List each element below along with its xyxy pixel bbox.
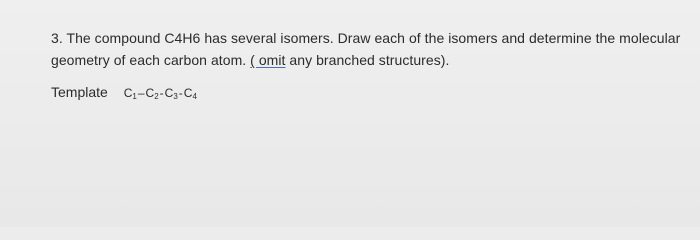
question-line-2-end: any branched structures). — [285, 52, 450, 68]
bond-2-3: - — [159, 86, 164, 100]
omit-underlined-text: ( omit — [250, 52, 286, 68]
question-line-2-start: geometry of each carbon atom. — [51, 52, 251, 68]
carbon-atom-1: $C_1$ — [123, 86, 137, 101]
template-row — [51, 82, 197, 107]
carbon-atom-2: $C_2$ — [145, 86, 159, 101]
carbon-atom-4: $C_4$ — [183, 86, 197, 101]
template-label: Template — [51, 84, 108, 100]
bond-3-4: - — [178, 86, 183, 100]
carbon-chain — [124, 83, 197, 107]
question-text — [51, 27, 691, 71]
carbon-atom-3: $C_3$ — [164, 86, 178, 101]
bond-1-2: – — [137, 86, 145, 100]
question-line-1: 3. The compound C4H6 has several isomers. Draw each of the isomers and determine the molecular — [51, 30, 681, 46]
question-line-2 — [51, 49, 691, 71]
